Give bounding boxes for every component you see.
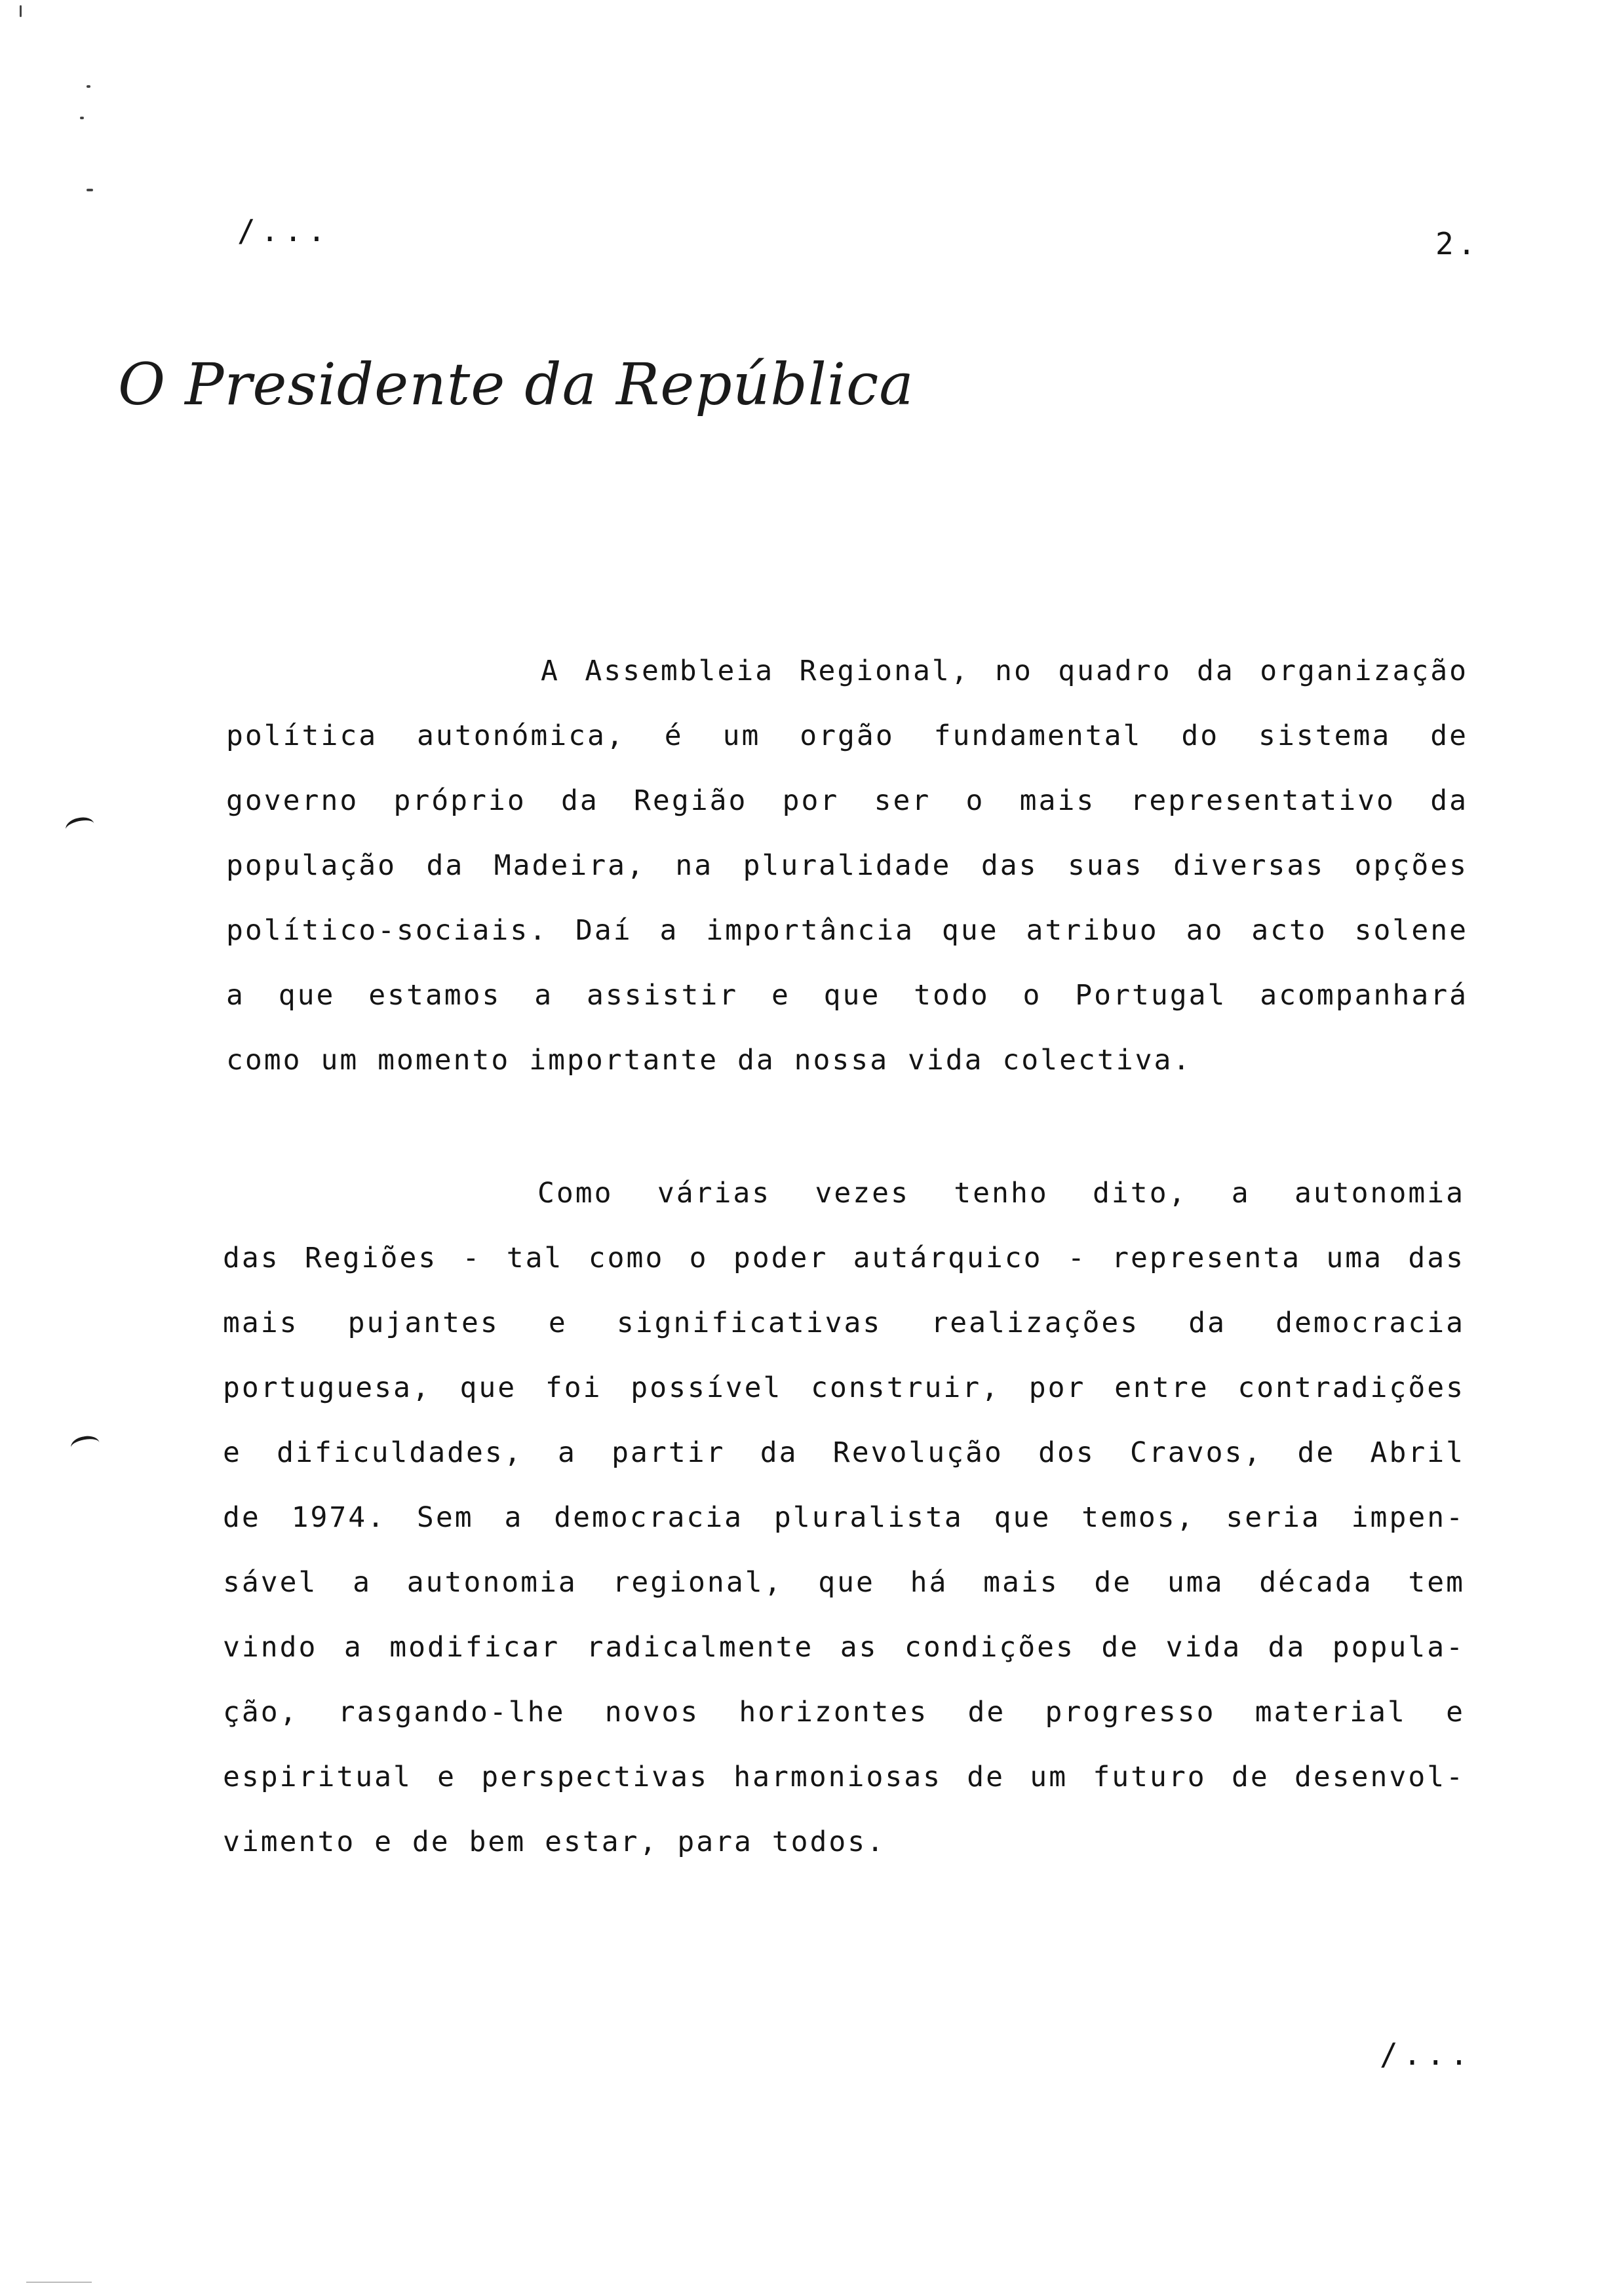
binding-hole-mark	[69, 1434, 101, 1456]
scan-speck	[87, 189, 93, 191]
paragraph-line: político-sociais. Daí a importância que atribuo ao acto solene	[226, 914, 1468, 947]
scan-speck	[87, 85, 90, 88]
binding-hole-mark	[64, 815, 96, 839]
paragraph-line: de 1974. Sem a democracia pluralista que temos, seria impen-	[223, 1501, 1465, 1534]
paragraph-line: Como várias vezes tenho dito, a autonomia	[537, 1177, 1465, 1210]
paragraph-line: vindo a modificar radicalmente as condições de vida da popula-	[223, 1631, 1465, 1664]
paragraph-2	[223, 1161, 1465, 1875]
page-number: 2.	[1435, 226, 1480, 261]
paragraph-line: população da Madeira, na pluralidade das suas diversas opções	[226, 849, 1468, 882]
paragraph-line: governo próprio da Região por ser o mais representativo da	[226, 784, 1468, 817]
paragraph-line: ção, rasgando-lhe novos horizontes de progresso material e	[223, 1696, 1465, 1729]
paragraph-line: e dificuldades, a partir da Revolução dos Cravos, de Abril	[223, 1436, 1465, 1469]
paragraph-line: mais pujantes e significativas realizações da democracia	[223, 1307, 1465, 1339]
paragraph-line: portuguesa, que foi possível construir, por entre contradições	[223, 1371, 1465, 1404]
scan-speck	[80, 117, 84, 119]
paragraph-line: vimento e de bem estar, para todos.	[223, 1826, 886, 1858]
paragraph-line: das Regiões - tal como o poder autárquico - representa uma das	[223, 1242, 1465, 1274]
paragraph-line: a que estamos a assistir e que todo o Portugal acompanhará	[226, 979, 1468, 1012]
letterhead-title: O Presidente da República	[118, 351, 914, 418]
scan-edge-line	[26, 2282, 92, 2283]
paragraph-line: sável a autonomia regional, que há mais de uma década tem	[223, 1566, 1465, 1599]
paragraph-1	[226, 639, 1468, 1093]
scan-speck	[20, 5, 22, 17]
paragraph-line: espiritual e perspectivas harmoniosas de um futuro de desenvol-	[223, 1761, 1465, 1793]
paragraph-line: como um momento importante da nossa vida colectiva.	[226, 1044, 1192, 1077]
paragraph-line: política autonómica, é um orgão fundamental do sistema de	[226, 719, 1468, 752]
paragraph-line: A Assembleia Regional, no quadro da organização	[541, 655, 1468, 687]
continuation-mark-top: /...	[237, 213, 331, 248]
continuation-mark-bottom: /...	[1380, 2037, 1473, 2072]
